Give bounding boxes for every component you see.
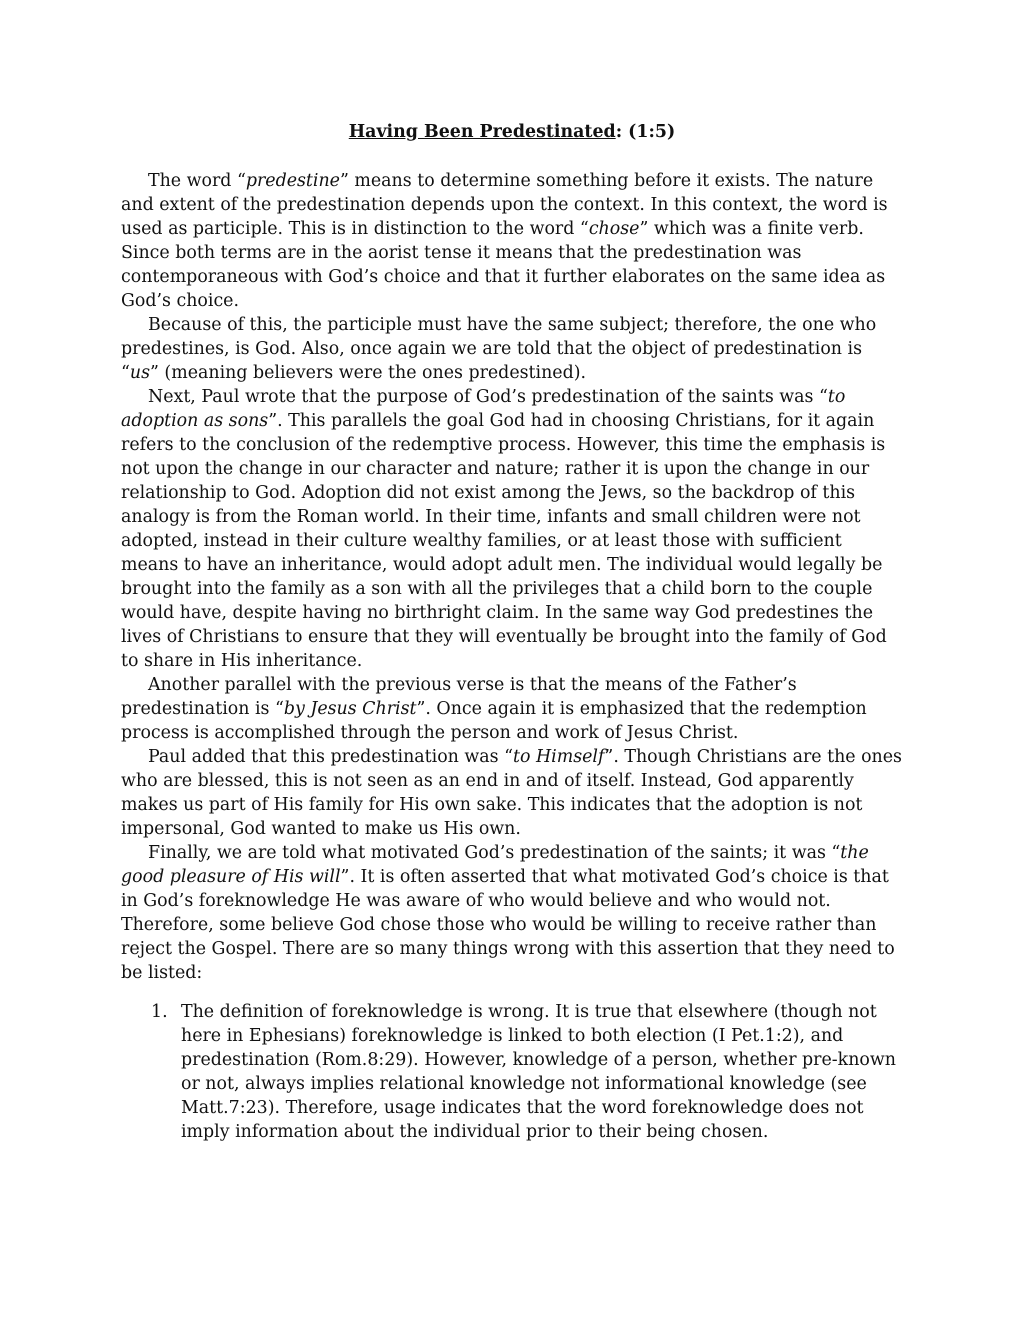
text-run: ”. Though Christians are the ones who are blessed, this is not seen as an end in and of itself. Instead, God apparently makes us part of His family for His own sake. This indicates that the adoption is not impersonal, God wanted to make us His own.: [121, 747, 902, 839]
paragraph-subject: [121, 313, 903, 385]
text-run: The word “: [148, 171, 246, 191]
list-item-number: 1.: [151, 1002, 168, 1022]
text-run: ” (meaning believers were the ones predestined).: [150, 363, 587, 383]
paragraph-predestine: [121, 169, 903, 313]
text-run: ” which was a finite verb. Since both terms are in the aorist tense it means that the predestination was contemporaneous with God’s choice and that it further elaborates on the same idea as God’s choice.: [121, 219, 886, 311]
page-title: [121, 120, 903, 144]
text-run: Paul added that this predestination was “: [148, 747, 513, 767]
italic-term: to adoption as sons: [121, 387, 846, 431]
italic-term: the good pleasure of His will: [121, 843, 869, 887]
list-item: [121, 1000, 903, 1144]
text-run: ”. This parallels the goal God had in choosing Christians, for it again refers to the conclusion of the redemptive process. However, this time the emphasis is not upon the change in our character and nature; rather it is upon the change in our relationship to God. Adoption did not exist among the Jews, so the backdrop of this analogy is from the Roman world. In their time, infants and small children were not adopted, instead in their culture wealthy families, or at least those with sufficient means to have an inheritance, would adopt adult men. The individual would legally be brought into the family as a son with all the privileges that a child born to the couple would have, despite having no birthright claim. In the same way God predestines the lives of Christians to ensure that they will eventually be brought into the family of God to share in His inheritance.: [121, 411, 887, 671]
list-item-text: The definition of foreknowledge is wrong. It is true that elsewhere (though not here in Ephesians) foreknowledge is linked to both election (I Pet.1:2), and predestination (Rom.8:29). However, knowledge of a person, whether pre-known or not, always implies relational knowledge not informational knowledge (see Matt.7:23). Therefore, usage indicates that the word foreknowledge does not imply information about the individual prior to their being chosen.: [181, 1002, 896, 1142]
text-run: Another parallel with the previous verse is that the means of the Father’s predestination is “: [121, 675, 797, 719]
italic-term: chose: [588, 219, 640, 239]
text-run: ”. Once again it is emphasized that the redemption process is accomplished through the person and work of Jesus Christ.: [121, 699, 867, 743]
italic-term: us: [129, 363, 151, 383]
text-run: Finally, we are told what motivated God’s predestination of the saints; it was “: [148, 843, 841, 863]
numbered-list: [121, 1000, 903, 1144]
paragraph-motivation: [121, 841, 903, 985]
text-run: ” means to determine something before it exists. The nature and extent of the predestination depends upon the context. In this context, the word is used as participle. This is in distinction to the word “: [121, 171, 888, 239]
italic-term: by Jesus Christ: [283, 699, 417, 719]
title-main: Having Been Predestinated: [348, 122, 616, 142]
paragraph-to-himself: [121, 745, 903, 841]
paragraph-adoption: [121, 385, 903, 673]
text-run: Next, Paul wrote that the purpose of God’s predestination of the saints was “: [148, 387, 828, 407]
text-run: ”. It is often asserted that what motivated God’s choice is that in God’s foreknowledge He was aware of who would believe and who would not. Therefore, some believe God chose those who would be willing to receive rather than reject the Gospel. There are so many things wrong with this assertion that they need to be listed:: [121, 867, 895, 983]
italic-term: predestine: [245, 171, 340, 191]
paragraph-means: [121, 673, 903, 745]
document-page: [121, 120, 903, 1144]
title-reference: : (1:5): [615, 122, 676, 142]
italic-term: to Himself: [513, 747, 605, 767]
text-run: Because of this, the participle must have the same subject; therefore, the one who predestines, is God. Also, once again we are told that the object of predestination is “: [121, 315, 877, 383]
